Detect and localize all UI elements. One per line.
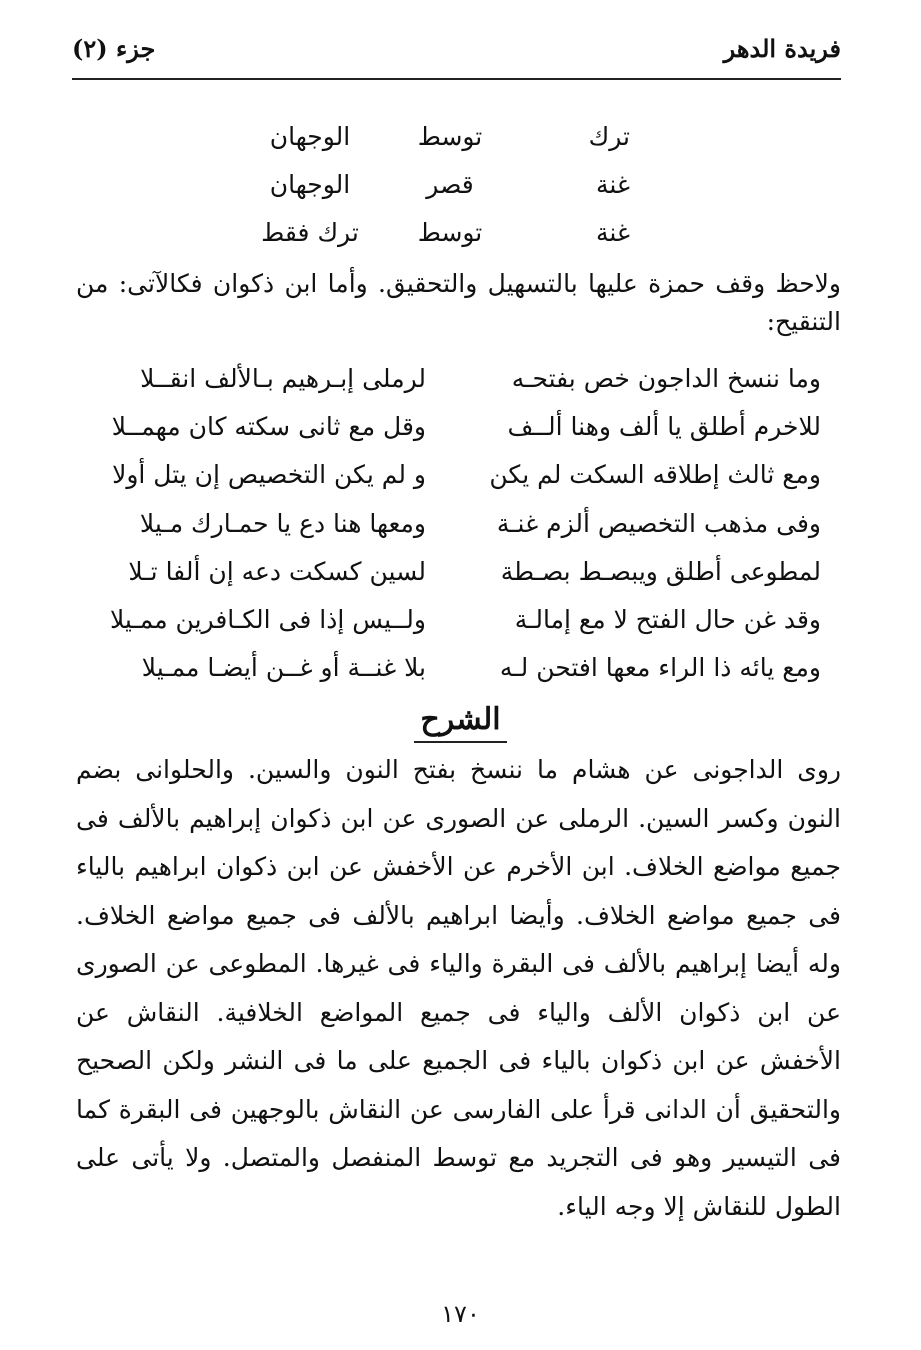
- book-title: فريدة الدهر: [723, 34, 841, 63]
- part-label: جزء (٢): [72, 34, 156, 63]
- header-rule: [72, 78, 841, 80]
- table-row: [240, 112, 630, 160]
- table-cell: توسط: [417, 121, 483, 151]
- second-hemistich: وقل مع ثانى سكته كان مهمــلا: [111, 411, 426, 441]
- verse-line: [76, 402, 821, 450]
- second-hemistich: و لم يكن التخصيص إن يتل أولا: [112, 460, 426, 490]
- table-cell: توسط: [417, 217, 483, 247]
- table-cell: ترك: [588, 121, 630, 151]
- running-header: [72, 30, 841, 70]
- table-row: [240, 160, 630, 208]
- table-cell: غنة: [595, 169, 630, 199]
- second-hemistich: ولــيس إذا فى الكـافرين ممـيلا: [109, 605, 426, 635]
- verse-line: [76, 644, 821, 692]
- first-hemistich: لمطوعى أطلق ويبصـط بصـطة: [500, 556, 821, 586]
- table-cell: غنة: [595, 217, 630, 247]
- table-cell: قصر: [426, 169, 474, 199]
- first-hemistich: ومع يائه ذا الراء معها افتحن لـه: [499, 653, 821, 683]
- second-hemistich: ومعها هنا دع يا حمـارك مـيلا: [139, 508, 426, 538]
- second-hemistich: لسين كسكت دعه إن ألفا تـلا: [128, 556, 426, 586]
- verse-line: [76, 451, 821, 499]
- verse-line: [76, 547, 821, 595]
- page-number: ١٧٠: [441, 1300, 480, 1328]
- table-cell: ترك فقط: [261, 217, 359, 247]
- first-hemistich: وقد غن حال الفتح لا مع إمالـة: [514, 605, 821, 635]
- verse-line: [76, 354, 821, 402]
- madd-table: [240, 112, 630, 256]
- commentary-paragraph: روى الداجونى عن هشام ما ننسخ بفتح النون والسين. والحلوانى بضم النون وكسر السين. الرملى عن الصورى عن ابن ذكوان إبراهيم بالألف فى جميع مواضع الخلاف. ابن الأخرم عن الأخفش عن ابن ذكوان ابراهيم بالياء فى جميع مواضع الخلاف. وأيضا ابراهيم بالألف فى جميع مواضع الخلاف. وله أيضا إبراهيم بالألف فى البقرة والياء فى غيرها. المطوعى عن الصورى عن ابن ذكوان الألف والياء فى جميع المواضع الخلافية. النقاش عن الأخفش عن ابن ذكوان بالياء فى الجميع على ما فى النشر ولكن الصحيح والتحقيق أن الدانى قرأ على الفارسى عن النقاش بالوجهين فى البقرة كما فى التيسير وهو فى التجريد مع توسط المنفصل والمتصل. ولا يأتى على الطول للنقاش إلا وجه الياء.: [76, 755, 841, 1221]
- section-heading: [0, 702, 921, 737]
- verse-line: [76, 595, 821, 643]
- second-hemistich: بلا غنــة أو غــن أيضـا ممـيلا: [141, 653, 426, 683]
- table-row: [240, 208, 630, 256]
- second-hemistich: لرملى إبـرهيم بـالألف انقــلا: [140, 363, 426, 393]
- first-hemistich: وفى مذهب التخصيص ألزم غنـة: [496, 508, 821, 538]
- verse-line: [76, 499, 821, 547]
- first-hemistich: للاخرم أطلق يا ألف وهنا ألــف: [507, 411, 821, 441]
- section-heading-text: الشرح: [414, 702, 506, 743]
- table-cell: الوجهان: [269, 169, 351, 199]
- first-hemistich: ومع ثالث إطلاقه السكت لم يكن: [489, 460, 821, 490]
- first-hemistich: وما ننسخ الداجون خص بفتحـه: [511, 363, 821, 393]
- intro-paragraph: ولاحظ وقف حمزة عليها بالتسهيل والتحقيق. وأما ابن ذكوان فكالآتى: من التنقيح:: [76, 269, 841, 336]
- poem: [76, 354, 821, 692]
- table-cell: الوجهان: [269, 121, 351, 151]
